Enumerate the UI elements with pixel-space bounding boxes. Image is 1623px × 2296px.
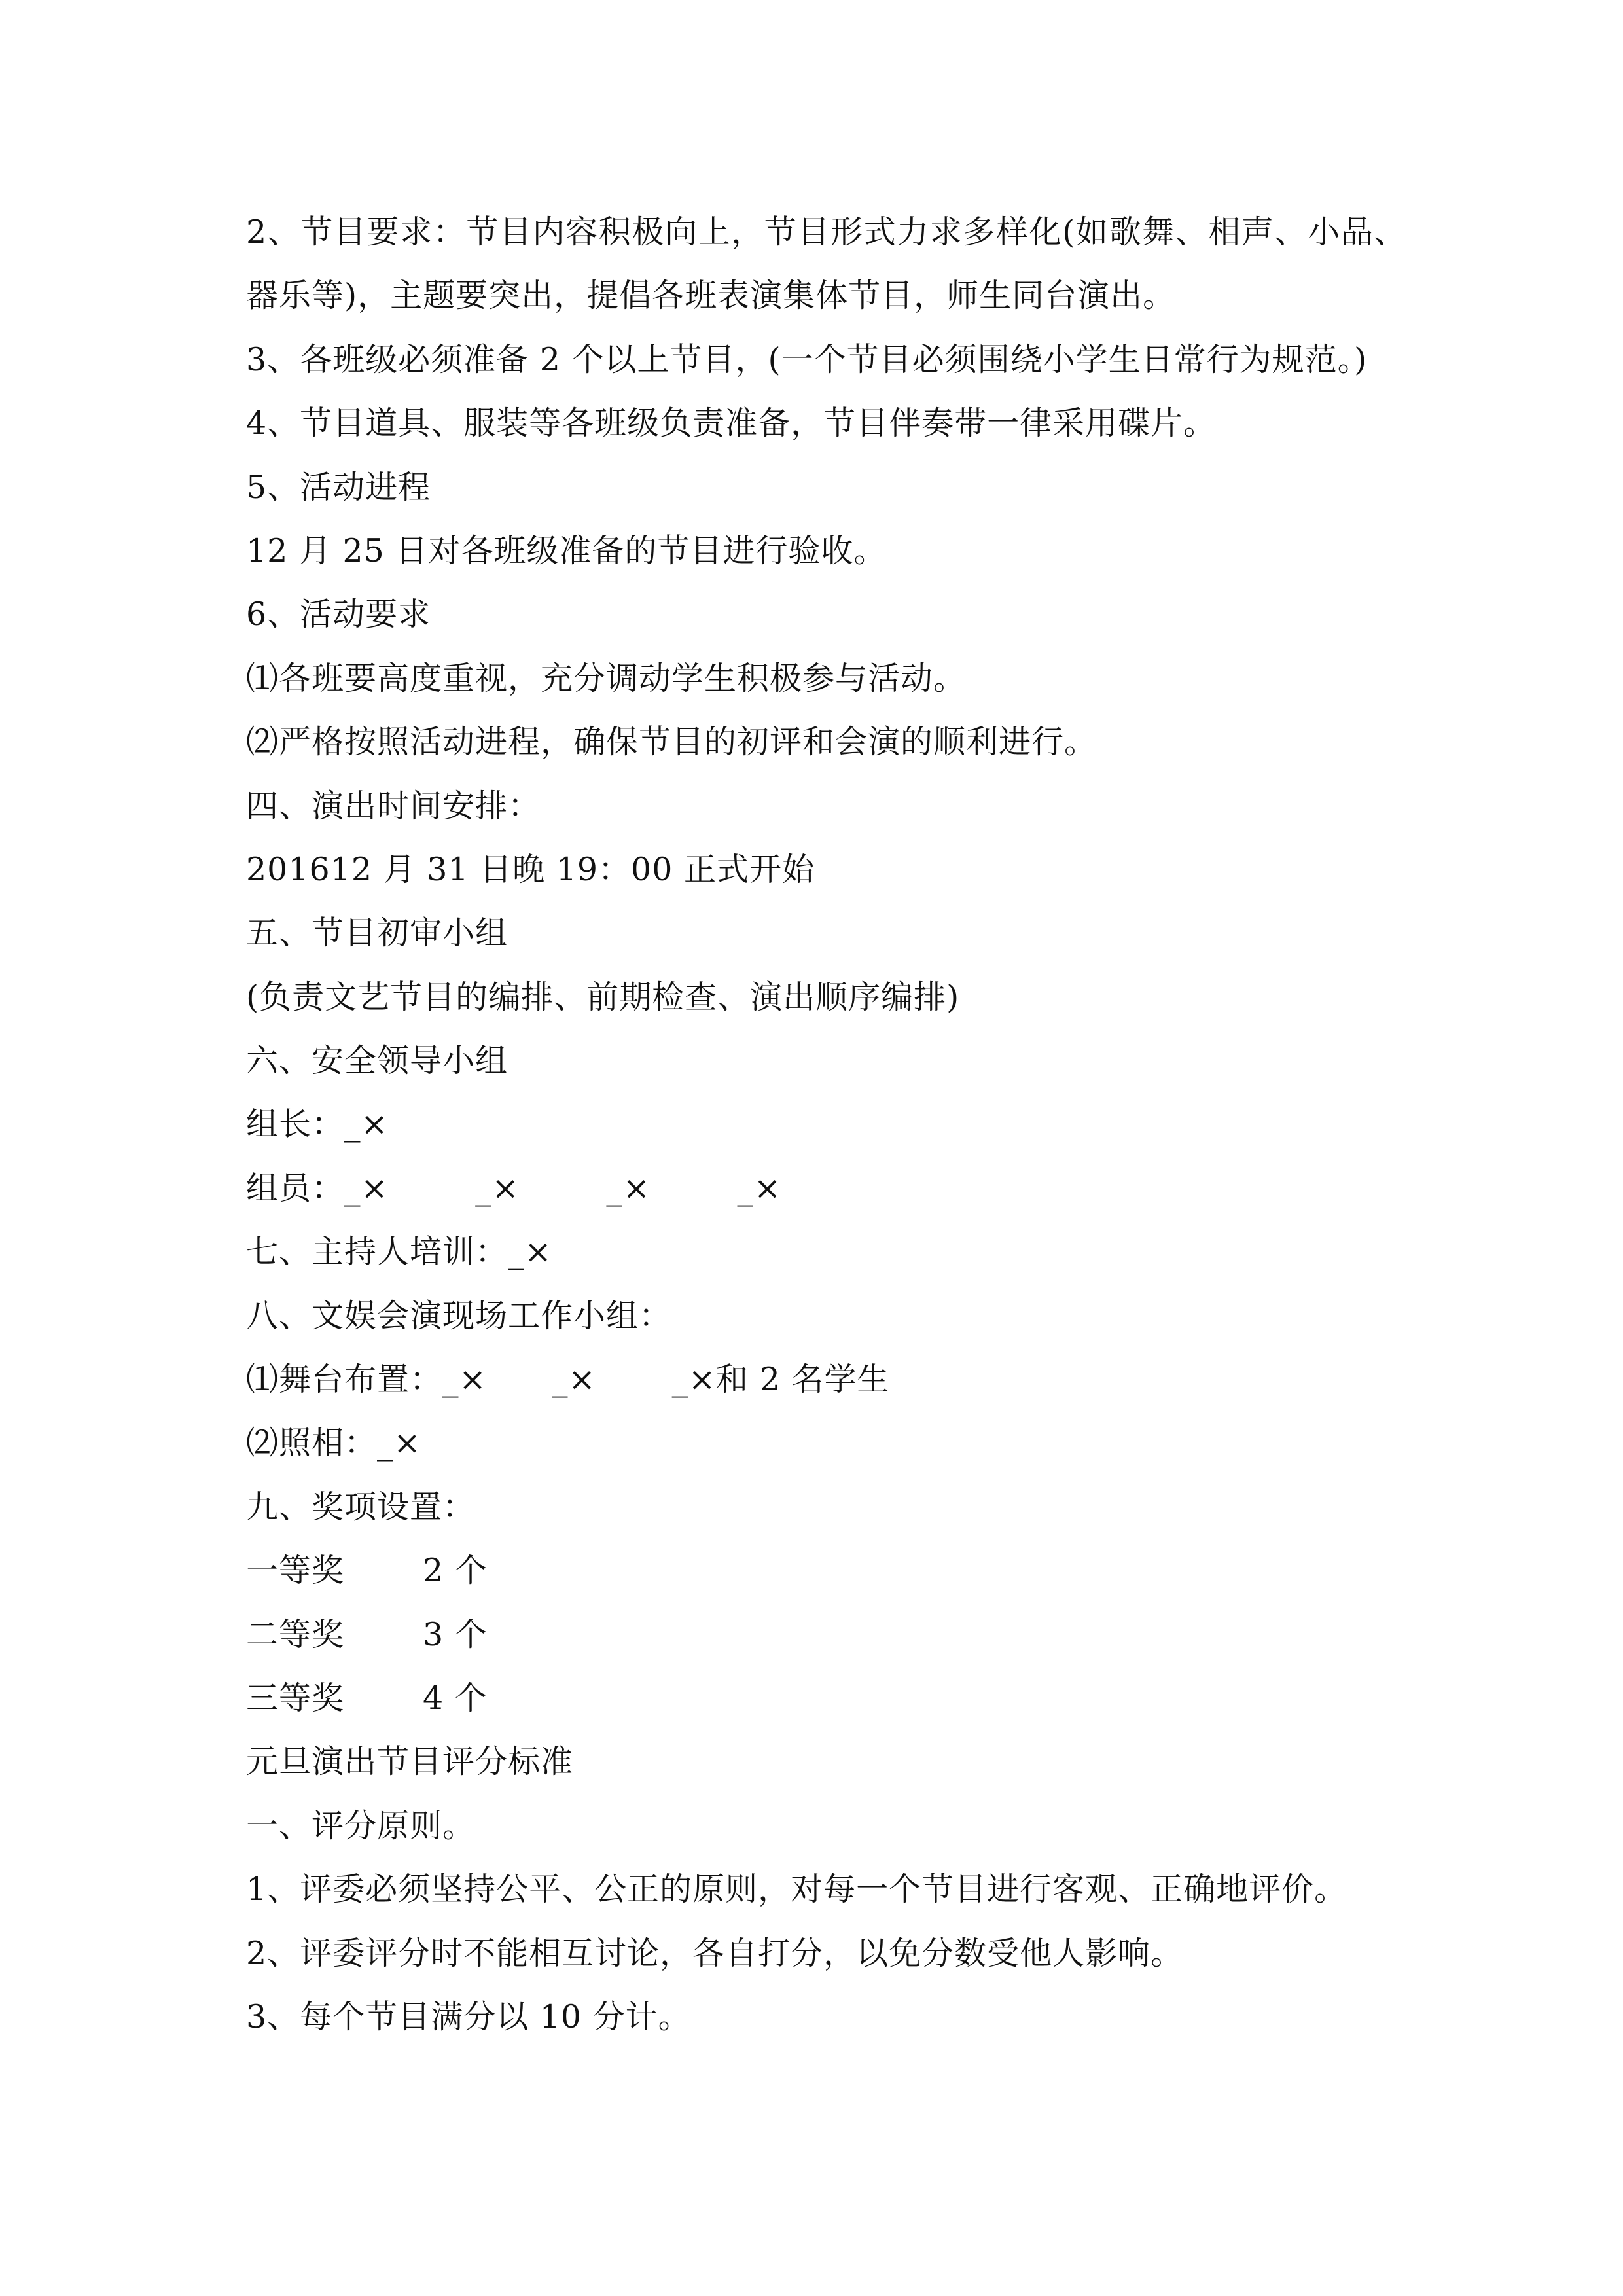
document-body xyxy=(246,200,1411,2049)
text-line: ⑴舞台布置：_× _× _×和 2 名学生 xyxy=(246,1361,890,1399)
text-line: 1、评委必须坚持公平、公正的原则，对每一个节目进行客观、正确地评价。 xyxy=(246,1871,1347,1909)
award-name: 一等奖 xyxy=(246,1552,345,1590)
section-heading: 一、评分原则。 xyxy=(246,1806,476,1844)
text-line: 2、节目要求：节目内容积极向上，节目形式力求多样化(如歌舞、相声、小品、 xyxy=(246,213,1407,251)
section-heading: 四、演出时间安排： xyxy=(246,787,541,825)
text-line: 3、各班级必须准备 2 个以上节目，(一个节目必须围绕小学生日常行为规范。) xyxy=(246,340,1368,378)
section-heading: 九、奖项设置： xyxy=(246,1488,476,1526)
text-line: ⑵照相：_× xyxy=(246,1424,421,1462)
text-line: 12 月 25 日对各班级准备的节目进行验收。 xyxy=(246,531,887,569)
text-line: 3、每个节目满分以 10 分计。 xyxy=(246,1998,691,2036)
text-line: 2、评委评分时不能相互讨论，各自打分，以免分数受他人影响。 xyxy=(246,1934,1184,1972)
section-heading: 七、主持人培训：_× xyxy=(246,1233,552,1271)
award-row xyxy=(246,1666,1411,1730)
section-heading: 八、文娱会演现场工作小组： xyxy=(246,1297,672,1335)
text-line: (负责文艺节目的编排、前期检查、演出顺序编排) xyxy=(246,978,960,1016)
award-count: 2 个 xyxy=(423,1552,488,1590)
section-heading: 五、节目初审小组 xyxy=(246,914,508,952)
award-row xyxy=(246,1539,1411,1602)
section-heading: 六、安全领导小组 xyxy=(246,1042,508,1080)
text-line: 5、活动进程 xyxy=(246,468,431,506)
award-name: 三等奖 xyxy=(246,1679,345,1717)
text-line: 4、节目道具、服装等各班级负责准备，节目伴奏带一律采用碟片。 xyxy=(246,404,1217,442)
award-name: 二等奖 xyxy=(246,1615,345,1653)
text-line: ⑴各班要高度重视，充分调动学生积极参与活动。 xyxy=(246,659,967,697)
text-line: 201612 月 31 日晚 19：00 正式开始 xyxy=(246,850,815,888)
text-line: 组员：_× _× _× _× xyxy=(246,1169,782,1207)
text-line: 组长：_× xyxy=(246,1105,389,1143)
award-row xyxy=(246,1603,1411,1666)
text-line: 器乐等)，主题要突出，提倡各班表演集体节目，师生同台演出。 xyxy=(246,277,1176,315)
text-line: ⑵严格按照活动进程，确保节目的初评和会演的顺利进行。 xyxy=(246,723,1097,761)
text-line: 6、活动要求 xyxy=(246,596,431,634)
award-count: 3 个 xyxy=(423,1615,488,1653)
document-subtitle: 元旦演出节目评分标准 xyxy=(246,1743,574,1781)
award-count: 4 个 xyxy=(423,1679,488,1717)
